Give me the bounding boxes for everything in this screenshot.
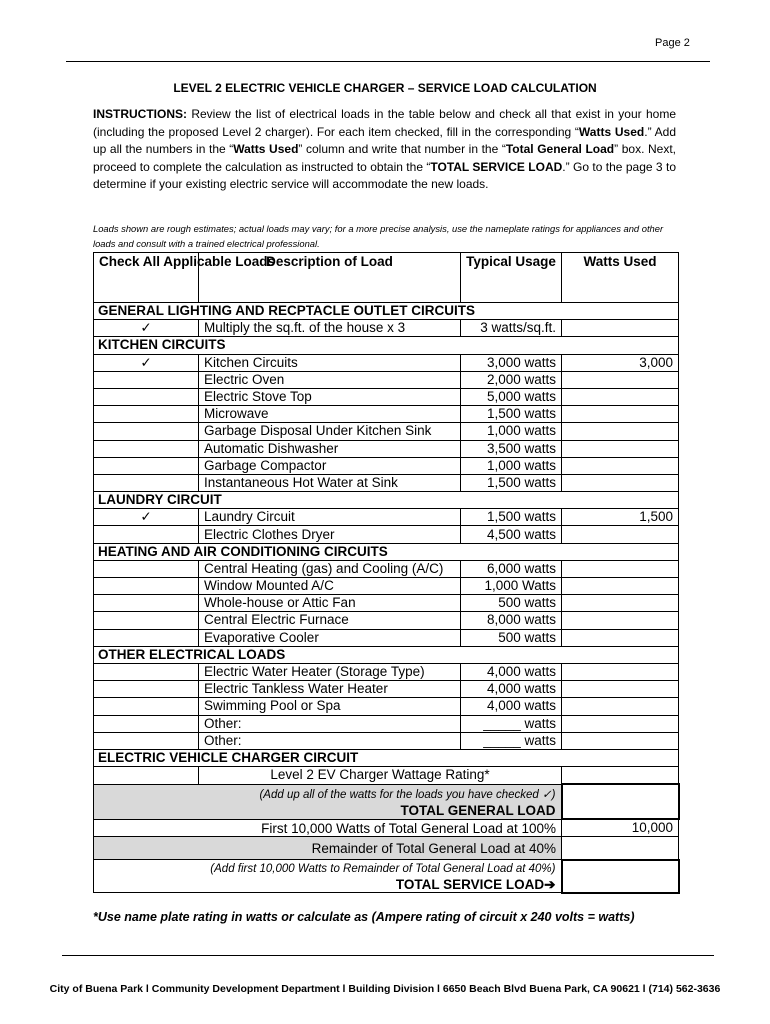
page-footer: City of Buena Park l Community Development Department l Building Division l 6650 Beach Blvd Buena Park, CA 90621 l (714) 562-3636 bbox=[49, 983, 721, 995]
table-row bbox=[94, 698, 679, 715]
check-cell[interactable] bbox=[94, 371, 199, 388]
watts-used-input[interactable] bbox=[562, 698, 679, 715]
check-cell[interactable] bbox=[94, 406, 199, 423]
typical-usage: 3,500 watts bbox=[461, 440, 562, 457]
watts-used-input[interactable]: 3,000 bbox=[562, 354, 679, 371]
load-description: Electric Oven bbox=[199, 371, 461, 388]
instr-bold: Total General Load bbox=[505, 142, 615, 157]
check-cell[interactable] bbox=[94, 595, 199, 612]
typical-usage: 6,000 watts bbox=[461, 560, 562, 577]
check-cell[interactable] bbox=[94, 423, 199, 440]
section-title: LAUNDRY CIRCUIT bbox=[94, 492, 679, 509]
typical-usage: _____ watts bbox=[461, 732, 562, 749]
watts-used-input[interactable] bbox=[562, 320, 679, 337]
typical-usage: 4,000 watts bbox=[461, 698, 562, 715]
load-description: Other: bbox=[199, 732, 461, 749]
table-row bbox=[94, 354, 679, 371]
instr-text: .” Add up all the numbers in the “ bbox=[93, 124, 676, 157]
load-description: Multiply the sq.ft. of the house x 3 bbox=[199, 320, 461, 337]
section-title: OTHER ELECTRICAL LOADS bbox=[94, 646, 679, 663]
total-service-load-row bbox=[94, 860, 679, 893]
table-row bbox=[94, 474, 679, 491]
check-cell[interactable] bbox=[94, 354, 199, 371]
header-description: Description of Load bbox=[199, 253, 461, 303]
load-description: Laundry Circuit bbox=[199, 509, 461, 526]
remainder-input[interactable] bbox=[562, 837, 679, 860]
instr-text: ” column and write that number in the “ bbox=[298, 142, 506, 157]
load-description: Kitchen Circuits bbox=[199, 354, 461, 371]
watts-used-input[interactable] bbox=[562, 474, 679, 491]
footnote: *Use name plate rating in watts or calculate as (Ampere rating of circuit x 240 volts = watts) bbox=[93, 910, 635, 924]
watts-used-input[interactable] bbox=[562, 457, 679, 474]
check-cell[interactable] bbox=[94, 698, 199, 715]
check-cell[interactable] bbox=[94, 509, 199, 526]
checkmark-icon: ✓ bbox=[140, 320, 152, 336]
watts-used-input[interactable] bbox=[562, 663, 679, 680]
typical-usage: _____ watts bbox=[461, 715, 562, 732]
table-row bbox=[94, 681, 679, 698]
table-row bbox=[94, 732, 679, 749]
total-general-label bbox=[94, 784, 562, 819]
section-title: HEATING AND AIR CONDITIONING CIRCUITS bbox=[94, 543, 679, 560]
table-row bbox=[94, 526, 679, 543]
table-row bbox=[94, 406, 679, 423]
load-description: Electric Stove Top bbox=[199, 388, 461, 405]
check-cell[interactable] bbox=[94, 732, 199, 749]
typical-usage: 3 watts/sq.ft. bbox=[461, 320, 562, 337]
load-description: Microwave bbox=[199, 406, 461, 423]
load-description: Other: bbox=[199, 715, 461, 732]
load-description: Central Heating (gas) and Cooling (A/C) bbox=[199, 560, 461, 577]
table-row bbox=[94, 629, 679, 646]
total-general-load-label: TOTAL GENERAL LOAD bbox=[400, 802, 556, 818]
section-header bbox=[94, 303, 679, 320]
section-header bbox=[94, 337, 679, 354]
check-cell[interactable] bbox=[94, 715, 199, 732]
ev-watts-input[interactable] bbox=[562, 767, 679, 785]
estimate-note: Loads shown are rough estimates; actual loads may vary; for a more precise analysis, use the nameplate ratings for appliances and other loads and consult with a trained electrical professional. bbox=[93, 223, 664, 249]
first-10000-label: First 10,000 Watts of Total General Load at 100% bbox=[94, 819, 562, 837]
load-description: Electric Clothes Dryer bbox=[199, 526, 461, 543]
load-table bbox=[93, 252, 680, 894]
first-10000-row bbox=[94, 819, 679, 837]
watts-used-input[interactable] bbox=[562, 560, 679, 577]
total-service-load-input[interactable] bbox=[562, 860, 679, 893]
watts-used-input[interactable] bbox=[562, 732, 679, 749]
instr-text: ” box. Next, proceed to complete the calculation as instructed to obtain the “ bbox=[93, 142, 676, 174]
typical-usage: 1,500 watts bbox=[461, 509, 562, 526]
table-row bbox=[94, 457, 679, 474]
watts-used-input[interactable] bbox=[562, 526, 679, 543]
total-general-load-row bbox=[94, 784, 679, 819]
header-typical: Typical Usage bbox=[461, 253, 562, 303]
watts-used-input[interactable] bbox=[562, 629, 679, 646]
watts-used-input[interactable] bbox=[562, 681, 679, 698]
table-row bbox=[94, 612, 679, 629]
section-title: KITCHEN CIRCUITS bbox=[94, 337, 679, 354]
remainder-row bbox=[94, 837, 679, 860]
watts-used-input[interactable] bbox=[562, 371, 679, 388]
load-description: Swimming Pool or Spa bbox=[199, 698, 461, 715]
table-row bbox=[94, 509, 679, 526]
instr-bold: TOTAL SERVICE LOAD bbox=[430, 159, 563, 174]
load-description: Window Mounted A/C bbox=[199, 578, 461, 595]
typical-usage: 1,500 watts bbox=[461, 406, 562, 423]
load-description: Whole-house or Attic Fan bbox=[199, 595, 461, 612]
watts-used-input[interactable] bbox=[562, 612, 679, 629]
load-description: Electric Tankless Water Heater bbox=[199, 681, 461, 698]
check-cell[interactable] bbox=[94, 526, 199, 543]
check-cell[interactable] bbox=[94, 474, 199, 491]
watts-used-input[interactable] bbox=[562, 595, 679, 612]
first-10000-value: 10,000 bbox=[562, 819, 679, 837]
table-row bbox=[94, 767, 679, 785]
watts-used-input[interactable] bbox=[562, 388, 679, 405]
table-row bbox=[94, 423, 679, 440]
bottom-rule bbox=[62, 955, 714, 956]
check-cell[interactable] bbox=[94, 578, 199, 595]
page-number: Page 2 bbox=[655, 37, 690, 49]
section-header bbox=[94, 492, 679, 509]
watts-used-input[interactable] bbox=[562, 715, 679, 732]
instructions bbox=[93, 106, 676, 194]
header-check: Check All Applicable Loads bbox=[94, 253, 199, 303]
section-title: GENERAL LIGHTING AND RECPTACLE OUTLET CIRCUITS bbox=[94, 303, 679, 320]
check-cell[interactable] bbox=[94, 681, 199, 698]
check-cell[interactable] bbox=[94, 457, 199, 474]
typical-usage: 4,000 watts bbox=[461, 663, 562, 680]
table-row bbox=[94, 715, 679, 732]
typical-usage: 2,000 watts bbox=[461, 371, 562, 388]
load-description: Instantaneous Hot Water at Sink bbox=[199, 474, 461, 491]
checkmark-icon: ✓ bbox=[140, 354, 152, 370]
section-header bbox=[94, 749, 679, 766]
check-cell[interactable] bbox=[94, 440, 199, 457]
table-row bbox=[94, 595, 679, 612]
add-instruction: (Add first 10,000 Watts to Remainder of Total General Load at 40%) bbox=[210, 863, 556, 876]
check-cell[interactable] bbox=[94, 560, 199, 577]
watts-used-input[interactable] bbox=[562, 440, 679, 457]
table-row bbox=[94, 371, 679, 388]
load-description: Electric Water Heater (Storage Type) bbox=[199, 663, 461, 680]
typical-usage: 500 watts bbox=[461, 595, 562, 612]
table-row bbox=[94, 388, 679, 405]
ev-rating-label: Level 2 EV Charger Wattage Rating* bbox=[199, 767, 562, 785]
watts-used-input[interactable] bbox=[562, 406, 679, 423]
typical-usage: 5,000 watts bbox=[461, 388, 562, 405]
instr-text: Review the list of electrical loads in the table below and check all that exist in your home (including the proposed Level 2 charger). For each item checked, fill in the corresponding “ bbox=[93, 107, 676, 139]
total-service-load-label: TOTAL SERVICE LOAD➔ bbox=[395, 877, 556, 893]
page-title: LEVEL 2 ELECTRIC VEHICLE CHARGER – SERVICE LOAD CALCULATION bbox=[173, 81, 597, 95]
header-used: Watts Used bbox=[562, 253, 679, 303]
section-title: ELECTRIC VEHICLE CHARGER CIRCUIT bbox=[94, 749, 679, 766]
typical-usage: 1,000 Watts bbox=[461, 578, 562, 595]
typical-usage: 1,000 watts bbox=[461, 457, 562, 474]
sum-instruction: (Add up all of the watts for the loads you have checked ✓) bbox=[259, 788, 556, 801]
typical-usage: 3,000 watts bbox=[461, 354, 562, 371]
table-row bbox=[94, 560, 679, 577]
check-cell[interactable] bbox=[94, 663, 199, 680]
typical-usage: 1,500 watts bbox=[461, 474, 562, 491]
table-header-row bbox=[94, 253, 679, 303]
table-row bbox=[94, 440, 679, 457]
check-cell[interactable] bbox=[94, 320, 199, 337]
instr-text: .” Go to the page 3 to determine if your existing electric service will accommodate the new loads. bbox=[93, 159, 676, 192]
load-description: Garbage Compactor bbox=[199, 457, 461, 474]
check-cell[interactable] bbox=[94, 388, 199, 405]
instructions-lead: INSTRUCTIONS: bbox=[93, 107, 187, 121]
instr-bold: Watts Used bbox=[578, 124, 645, 139]
typical-usage: 4,000 watts bbox=[461, 681, 562, 698]
check-cell[interactable] bbox=[94, 629, 199, 646]
checkmark-icon: ✓ bbox=[140, 509, 152, 525]
load-description: Central Electric Furnace bbox=[199, 612, 461, 629]
typical-usage: 1,000 watts bbox=[461, 423, 562, 440]
watts-used-input[interactable]: 1,500 bbox=[562, 509, 679, 526]
check-cell[interactable] bbox=[94, 767, 199, 785]
instr-bold: Watts Used bbox=[233, 142, 299, 157]
load-description: Garbage Disposal Under Kitchen Sink bbox=[199, 423, 461, 440]
typical-usage: 4,500 watts bbox=[461, 526, 562, 543]
check-cell[interactable] bbox=[94, 612, 199, 629]
section-header bbox=[94, 543, 679, 560]
remainder-label: Remainder of Total General Load at 40% bbox=[94, 837, 562, 860]
watts-used-input[interactable] bbox=[562, 578, 679, 595]
watts-used-input[interactable] bbox=[562, 423, 679, 440]
typical-usage: 500 watts bbox=[461, 629, 562, 646]
table-row bbox=[94, 320, 679, 337]
load-description: Evaporative Cooler bbox=[199, 629, 461, 646]
typical-usage: 8,000 watts bbox=[461, 612, 562, 629]
total-general-load-input[interactable] bbox=[562, 784, 679, 819]
section-header bbox=[94, 646, 679, 663]
table-row bbox=[94, 663, 679, 680]
total-service-label bbox=[94, 860, 562, 893]
load-description: Automatic Dishwasher bbox=[199, 440, 461, 457]
top-rule bbox=[66, 61, 710, 62]
table-row bbox=[94, 578, 679, 595]
